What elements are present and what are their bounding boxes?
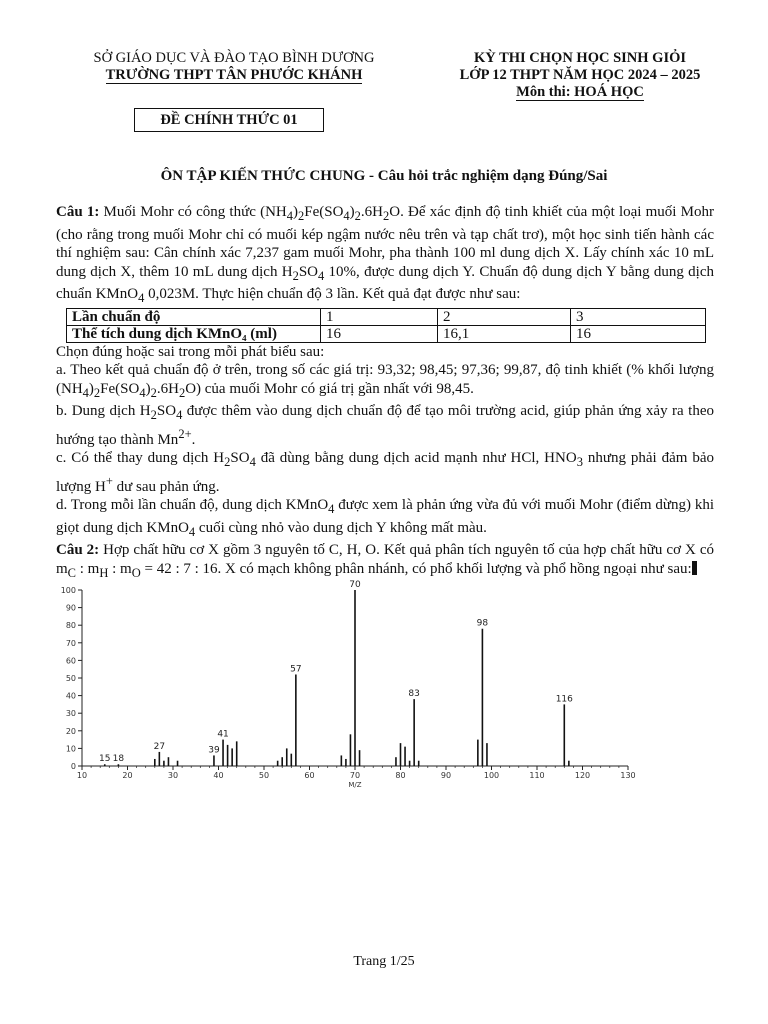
titration-table <box>66 308 706 343</box>
text: 0,023M. Thực hiện chuẩn độ 3 lần. Kết quả đạt được như sau: <box>144 286 521 302</box>
text: ) <box>349 204 355 220</box>
text: + <box>105 473 113 488</box>
peak-label: 15 <box>99 754 111 765</box>
question-body <box>56 203 714 582</box>
text: SO <box>230 450 250 466</box>
table-cell: 16 <box>571 325 706 342</box>
page-title: ÔN TẬP KIẾN THỨC CHUNG - Câu hỏi trắc nghiệm dạng Đúng/Sai <box>160 168 608 184</box>
text: b. Dung dịch H <box>56 403 151 419</box>
x-tick-label: 20 <box>122 771 133 780</box>
text: .6H <box>156 380 179 397</box>
x-tick-label: 30 <box>167 771 179 780</box>
x-tick-label: 80 <box>395 771 406 780</box>
peak-label: 98 <box>476 618 489 629</box>
text-cursor <box>692 561 697 575</box>
chart-labels <box>99 580 573 764</box>
text: .6H <box>360 204 384 220</box>
table-cell: 1 <box>321 308 438 325</box>
peak-label: 41 <box>217 729 229 740</box>
header-right <box>440 50 720 101</box>
text: a. Theo kết quả chuẩn độ ở trên, trong số các giá trị: 93,32; 98,45; 97,36; 99,87, độ tinh khiết (% khối lượng (NH <box>56 362 714 397</box>
text: 10%, được dung dịch Y. Chuẩn độ dung dịch Y bằng dung dịch chuẩn KMnO <box>56 263 714 302</box>
page-number: Trang 1/25 <box>353 954 415 969</box>
y-tick-label: 20 <box>65 726 76 736</box>
peak-label: 39 <box>208 745 220 756</box>
question-1-prompt: Chọn đúng hoặc sai trong mỗi phát biểu sau: <box>56 343 325 360</box>
chart-peaks <box>105 590 569 766</box>
table-cell: 16 <box>321 325 438 342</box>
chart-axes <box>61 586 636 789</box>
text: ) <box>293 204 298 220</box>
text: d. Trong mỗi lần chuẩn độ, dung dịch KMnO <box>56 497 329 513</box>
table-cell: Thể tích dung dịch KMnO₄ (ml) <box>67 325 321 342</box>
table-cell: 3 <box>571 308 706 325</box>
statement-d: d. Trong mỗi lần chuẩn độ, dung dịch KMnO$_4$ được xem là phản ứng vừa đủ với muối Mohr (điểm dừng) khi giọt dung dịch KMnO$_4$ cuối cùng nhỏ vào dung dịch Y không mất màu. <box>56 497 714 539</box>
text: = 42 : 7 : 16. X có mạch không phân nhánh, có phổ khối lượng và phổ hồng ngoại như sau: <box>140 560 692 577</box>
y-tick-label: 60 <box>65 656 76 666</box>
header-left <box>48 50 420 84</box>
x-tick-label: 130 <box>620 771 636 780</box>
x-tick-label: 90 <box>440 771 452 780</box>
y-tick-label: 10 <box>65 744 76 754</box>
statement-c: c. Có thể thay dung dịch $H_2SO_4$ đã dùng bằng dung dịch acid mạnh như HCl, $HNO_3$ nhưng phải đảm bảo lượng H+ dư sau phản ứng. <box>56 450 714 495</box>
exam-year: LỚP 12 THPT NĂM HỌC 2024 – 2025 <box>459 67 701 83</box>
text: c. Có thể thay dung dịch H <box>56 450 225 466</box>
department-name: SỞ GIÁO DỤC VÀ ĐÀO TẠO BÌNH DƯƠNG <box>93 50 375 66</box>
text: cuối cùng nhỏ vào dung dịch Y không mất màu. <box>195 519 487 536</box>
text: được thêm vào dung dịch chuẩn độ để tạo môi trường acid, giúp phản ứng xảy ra theo hướng tạo thành Mn <box>56 403 714 448</box>
peak-label: 70 <box>349 580 361 590</box>
text: : m <box>108 560 132 577</box>
table-row <box>67 325 706 342</box>
question-2 <box>56 541 714 582</box>
subject: Môn thi: HOÁ HỌC <box>516 84 644 100</box>
text: O <box>131 565 141 580</box>
text: O. Để xác định độ tinh khiết của một loại muối Mohr (cho rằng trong muối Mohr chỉ có muối kép ngậm nước nêu trên và tạp chất trơ), một học sinh tiến hành các thí nghiệm sau: Cân chính xác 7,237 gam muối Mohr, pha thành 100 ml dung dịch X. Lấy chính xác 10 mL dung dịch X, thêm 10 mL dung dịch H <box>56 204 714 280</box>
y-tick-label: 70 <box>65 638 76 648</box>
y-tick-label: 90 <box>65 603 76 613</box>
text: Fe(SO <box>304 204 344 220</box>
question-1-intro: Câu 1: Muối Mohr có công thức $(NH_4)_2Fe(SO_4)_2.6H_2O$. Để xác định độ tinh khiết của một loại muối Mohr (cho rằng trong muối Mohr chỉ có muối kép ngậm nước nêu trên và tạp chất trơ), một học sinh tiến hành các thí nghiệm sau: Cân chính xác 7,237 gam muối Mohr, pha thành 100 ml dung dịch X. Lấy chính xác 10 mL dung dịch X, thêm 10 mL dung dịch $H_2SO_4$ 10%, được dung dịch Y. Chuẩn độ dung dịch Y bằng dung dịch chuẩn KMnO$_4$ 0,023M. Thực hiện chuẩn độ 3 lần. Kết quả đạt được như sau: <box>56 204 714 305</box>
y-tick-label: 40 <box>65 691 76 701</box>
x-tick-label: 70 <box>349 771 361 780</box>
peak-label: 83 <box>408 689 420 700</box>
y-tick-label: 0 <box>70 762 76 771</box>
peak-label: 57 <box>290 664 302 675</box>
statement-b: b. Dung dịch $H_2SO_4$ được thêm vào dung dịch chuẩn độ để tạo môi trường acid, giúp phản ứng xảy ra theo hướng tạo thành $Mn^{2+}$. <box>56 403 714 448</box>
official-exam-stamp: ĐỀ CHÍNH THỨC 01 <box>134 108 324 132</box>
exam-name: KỲ THI CHỌN HỌC SINH GIỎI <box>473 50 687 66</box>
x-tick-label: 60 <box>304 771 315 780</box>
x-tick-label: 120 <box>574 771 591 780</box>
text: Fe(SO <box>100 380 140 397</box>
school-name: TRƯỜNG THPT TÂN PHƯỚC KHÁNH <box>105 67 363 83</box>
table-row <box>67 308 706 325</box>
y-tick-label: 100 <box>60 586 76 595</box>
text: được xem là phản ứng vừa đủ với muối Mohr (điểm dừng) khi giọt dung dịch KMnO <box>56 497 714 536</box>
y-tick-label: 30 <box>65 709 76 719</box>
y-tick-label: 50 <box>65 674 76 683</box>
text: C <box>67 565 77 580</box>
table-cell: Lần chuẩn độ <box>67 308 321 325</box>
table-cell: 2 <box>438 308 571 325</box>
mass-spectrum-chart <box>60 580 640 790</box>
x-tick-label: 50 <box>258 771 270 780</box>
question-2-label: Câu 2: <box>56 542 100 558</box>
text: 2+ <box>178 426 192 441</box>
text: : m <box>76 560 100 577</box>
x-tick-label: 110 <box>529 771 545 780</box>
y-tick-label: 80 <box>65 621 76 631</box>
peak-label: 27 <box>153 741 166 752</box>
x-tick-label: 40 <box>213 771 224 780</box>
text: O) của muối Mohr có giá trị gần nhất với 98,45. <box>185 380 474 397</box>
text: nhưng phải đảm bảo lượng H <box>56 450 714 495</box>
x-tick-label: 10 <box>76 771 88 780</box>
text: . <box>191 431 196 448</box>
text: Hợp chất hữu cơ X gồm 3 nguyên tố C, H, O. Kết quả phân tích nguyên tố của hợp chất hữu cơ X có m <box>56 542 714 577</box>
text: Muối Mohr có công thức (NH <box>99 204 287 220</box>
text: SO <box>156 403 177 419</box>
x-axis-label: M/Z <box>348 781 362 789</box>
text: đã dùng bằng dung dịch acid mạnh như HCl, HNO <box>255 450 577 466</box>
text: dư sau phản ứng. <box>112 478 220 495</box>
question-1-label: Câu 1: <box>56 204 100 220</box>
table-cell: 16,1 <box>438 325 571 342</box>
text: ) <box>88 380 94 397</box>
peak-label: 18 <box>112 754 125 765</box>
statement-a: a. Theo kết quả chuẩn độ ở trên, trong số các giá trị: 93,32; 98,45; 97,36; 99,87, độ tinh khiết (% khối lượng $(NH_4)_2Fe(SO_4)_2.6H_2O$) của muối Mohr có giá trị gần nhất với 98,45. <box>56 362 714 400</box>
text: ) <box>145 380 151 397</box>
x-tick-label: 100 <box>483 771 500 780</box>
text: H <box>99 565 109 580</box>
peak-label: 116 <box>555 694 573 705</box>
text: SO <box>298 263 319 280</box>
